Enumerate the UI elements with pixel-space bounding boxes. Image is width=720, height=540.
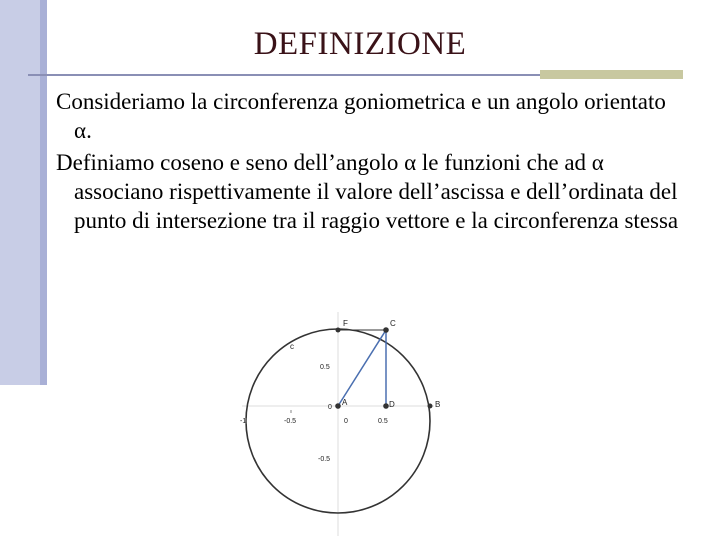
label-f: F bbox=[343, 319, 348, 328]
label-stray-c: c bbox=[290, 342, 294, 351]
slide-body bbox=[56, 87, 686, 238]
point-d bbox=[383, 403, 389, 409]
label-a: A bbox=[342, 398, 348, 407]
x-tick-label: 0.5 bbox=[378, 418, 388, 425]
alpha-symbol: α bbox=[404, 150, 417, 175]
y-tick-label: -0.5 bbox=[318, 456, 331, 463]
x-tick-label: -1 bbox=[240, 418, 247, 425]
label-b: B bbox=[435, 400, 441, 409]
alpha-symbol: α bbox=[74, 118, 87, 143]
title-underline-accent bbox=[540, 70, 683, 79]
point-f bbox=[336, 328, 341, 333]
unit-circle-diagram bbox=[235, 308, 445, 540]
label-d: D bbox=[389, 400, 395, 409]
x-tick-label: 0 bbox=[344, 418, 348, 425]
y-tick-label: 0 bbox=[328, 404, 332, 411]
point-c bbox=[383, 327, 389, 333]
y-tick-label: 0.5 bbox=[320, 364, 330, 371]
paragraph-1: Consideriamo la circonferenza goniometrica e un angolo orientato α. bbox=[56, 89, 666, 143]
slide-title: DEFINIZIONE bbox=[253, 26, 467, 62]
point-b bbox=[428, 404, 433, 409]
x-tick-label: -0.5 bbox=[284, 418, 297, 425]
label-c: C bbox=[390, 319, 396, 328]
alpha-symbol: α bbox=[591, 150, 604, 175]
point-a bbox=[335, 403, 341, 409]
radius-vector bbox=[338, 330, 386, 406]
paragraph-2: Definiamo coseno e seno dell’angolo α le funzioni che ad α associano rispettivamente il valore dell’ascissa e dell’ordinata del punto di intersezione tra il raggio vettore e la circonferenza stessa bbox=[56, 150, 679, 233]
